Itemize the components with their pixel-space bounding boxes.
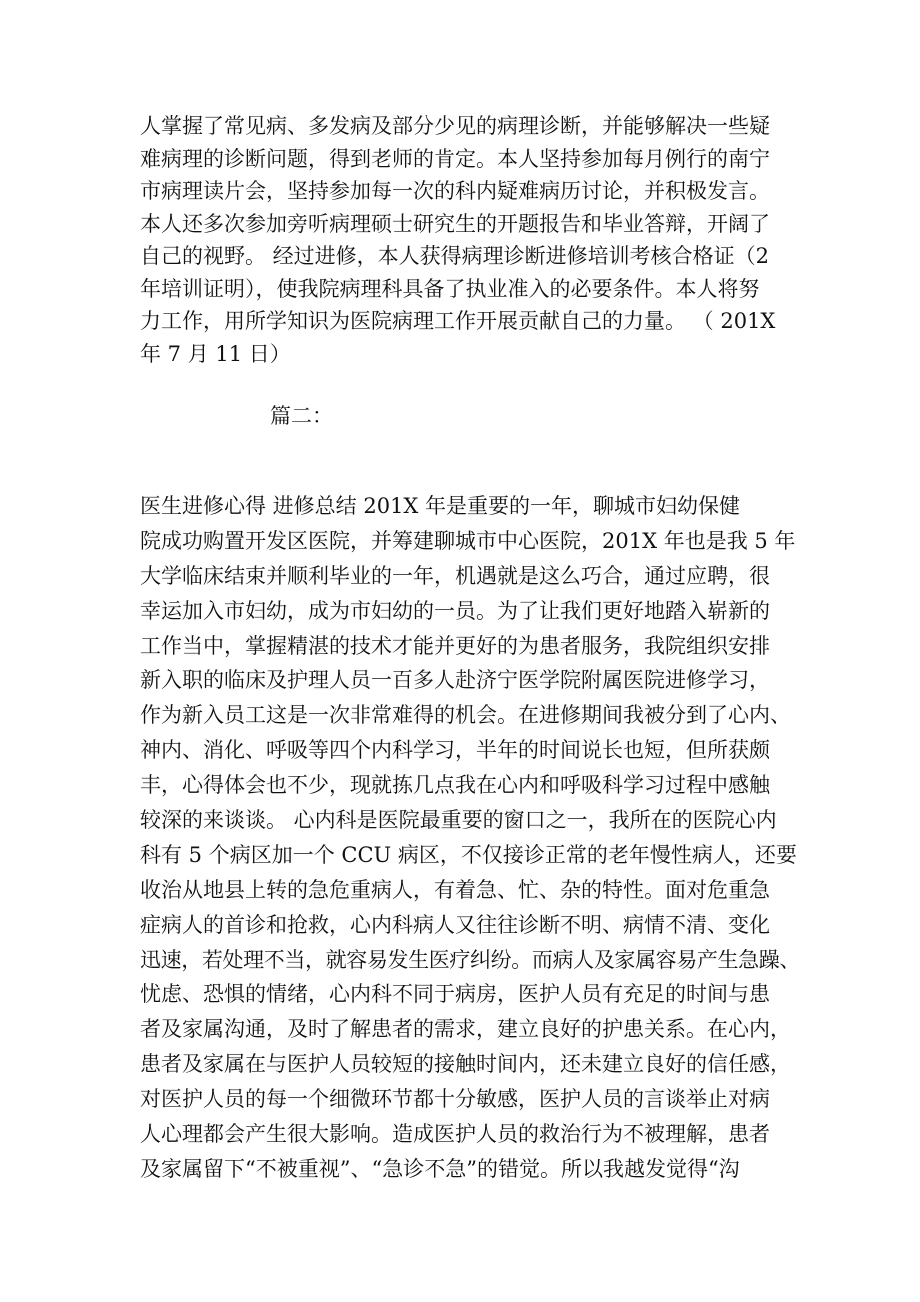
text-line: 本人还多次参加旁听病理硕士研究生的开题报告和毕业答辩，开阔了 xyxy=(140,211,770,236)
text-line: 自己的视野。 经过进修，本人获得病理诊断进修培训考核合格证（2 xyxy=(140,244,770,268)
text-line: 迅速，若处理不当，就容易发生医疗纠纷。而病人及家属容易产生急躁、 xyxy=(140,947,800,972)
text-line: 幸运加入市妇幼，成为市妇幼的一员。为了让我们更好地踏入崭新的 xyxy=(140,598,770,623)
text-line: 作为新入员工这是一次非常难得的机会。在进修期间我被分到了心内、 xyxy=(140,703,791,728)
text-line: 收治从地县上转的急危重病人，有着急、忙、杂的特性。面对危重急 xyxy=(140,877,770,902)
text-line: 年培训证明），使我院病理科具备了执业准入的必要条件。本人将努 xyxy=(140,276,760,301)
section-heading: 篇二： xyxy=(270,404,333,428)
text-line: 者及家属沟通，及时了解患者的需求，建立良好的护患关系。在心内， xyxy=(140,1017,791,1042)
text-line: 大学临床结束并顺利毕业的一年，机遇就是这么巧合，通过应聘，很 xyxy=(140,563,770,588)
text-line: 新入职的临床及护理人员一百多人赴济宁医学院附属医院进修学习， xyxy=(140,668,770,693)
text-line: 院成功购置开发区医院，并筹建聊城市中心医院，201X 年也是我 5 年 xyxy=(140,528,796,553)
text-line: 工作当中，掌握精湛的技术才能并更好的为患者服务，我院组织安排 xyxy=(140,633,770,658)
text-line: 丰，心得体会也不少，现就拣几点我在心内和呼吸科学习过程中感触 xyxy=(140,773,770,798)
text-line: 科有 5 个病区加一个 CCU 病区，不仅接诊正常的老年慢性病人，还要 xyxy=(140,842,797,867)
text-line: 难病理的诊断问题，得到老师的肯定。本人坚持参加每月例行的南宁 xyxy=(140,146,770,171)
text-line: 忧虑、恐惧的情绪，心内科不同于病房，医护人员有充足的时间与患 xyxy=(140,982,770,1007)
text-line: 人心理都会产生很大影响。造成医护人员的救治行为不被理解，患者 xyxy=(140,1122,770,1147)
text-line: 患者及家属在与医护人员较短的接触时间内，还未建立良好的信任感， xyxy=(140,1052,791,1077)
text-line: 人掌握了常见病、多发病及部分少见的病理诊断，并能够解决一些疑 xyxy=(140,114,770,138)
text-line: 较深的来谈谈。 心内科是医院最重要的窗口之一，我所在的医院心内 xyxy=(140,808,777,833)
text-line: 市病理读片会，坚持参加每一次的科内疑难病历讨论，并积极发言。 xyxy=(140,179,770,203)
text-line: 症病人的首诊和抢救，心内科病人又往往诊断不明、病情不清、变化 xyxy=(140,912,770,937)
text-line: 对医护人员的每一个细微环节都十分敏感，医护人员的言谈举止对病 xyxy=(140,1087,770,1112)
text-line: 力工作，用所学知识为医院病理工作开展贡献自己的力量。 （ 201X xyxy=(140,309,776,333)
paragraph-section-one xyxy=(140,110,800,370)
text-line: 及家属留下“不被重视”、“急诊不急”的错觉。所以我越发觉得“沟 xyxy=(140,1156,740,1181)
text-line: 神内、消化、呼吸等四个内科学习，半年的时间说长也短，但所获颇 xyxy=(140,738,770,763)
text-line: 医生进修心得 进修总结 201X 年是重要的一年，聊城市妇幼保健 xyxy=(140,494,741,518)
text-line: 年 7 月 11 日） xyxy=(140,341,291,366)
paragraph-section-two xyxy=(140,489,800,1187)
